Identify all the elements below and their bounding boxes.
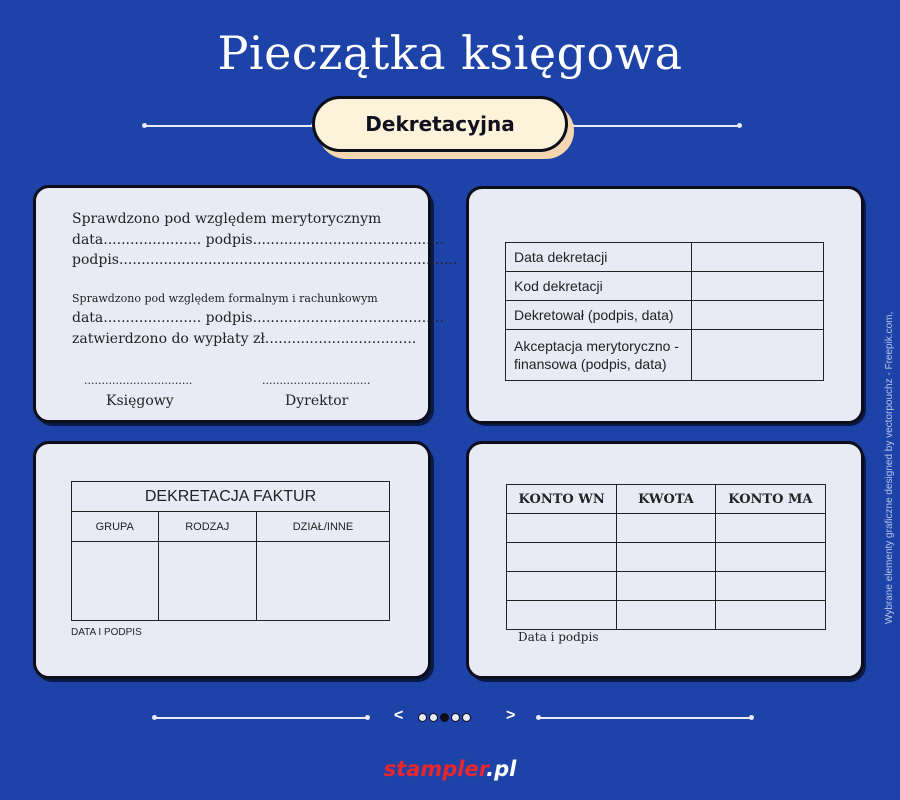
table-row xyxy=(507,601,826,630)
table-cell-empty xyxy=(256,542,389,621)
table-row xyxy=(506,243,824,272)
invoice-decree-table xyxy=(71,481,390,621)
stamp-card-invoice-decree xyxy=(33,441,431,679)
subtitle-divider-left xyxy=(145,125,313,127)
accounts-table xyxy=(506,484,826,630)
table-cell-empty xyxy=(72,542,159,621)
pagination-dot[interactable] xyxy=(429,713,438,722)
table-cell-empty xyxy=(715,601,825,630)
stamp-line: Sprawdzono pod względem formalnym i rachunkowym xyxy=(72,292,378,305)
pagination-dot[interactable] xyxy=(418,713,427,722)
column-header-type: RODZAJ xyxy=(158,512,256,542)
table-cell-empty xyxy=(692,243,824,272)
pagination-dot-active[interactable] xyxy=(440,713,449,722)
stamp-line: Sprawdzono pod względem merytorycznym xyxy=(72,211,382,227)
stamp-card-verification xyxy=(33,185,458,423)
signature-label-accountant: Księgowy xyxy=(106,393,174,409)
table-cell-label: Dekretował (podpis, data) xyxy=(506,301,692,330)
stamp-card-accounts xyxy=(466,441,864,679)
table-cell-empty xyxy=(617,514,715,543)
column-header-amount: KWOTA xyxy=(617,485,715,514)
table-cell-empty xyxy=(692,272,824,301)
chevron-right-icon[interactable]: > xyxy=(506,707,516,724)
table-cell-empty xyxy=(715,572,825,601)
date-signature-label: Data i podpis xyxy=(518,630,599,644)
stamp-line: zatwierdzono do wypłaty zł.................................. xyxy=(72,331,417,347)
table-row xyxy=(507,572,826,601)
table-cell-empty xyxy=(617,543,715,572)
brand-tld: .pl xyxy=(486,757,517,781)
table-cell-empty xyxy=(507,572,617,601)
brand-logo[interactable] xyxy=(0,757,900,781)
pagination-divider-right xyxy=(539,717,751,719)
table-cell-empty xyxy=(692,330,824,381)
table-row xyxy=(506,301,824,330)
table-row xyxy=(507,543,826,572)
subtitle-label: Dekretacyjna xyxy=(365,112,515,136)
column-header-debit: KONTO WN xyxy=(507,485,617,514)
pagination-dot[interactable] xyxy=(462,713,471,722)
date-signature-label: DATA I PODPIS xyxy=(71,627,142,638)
table-cell-label: Data dekretacji xyxy=(506,243,692,272)
signature-label-director: Dyrektor xyxy=(285,393,349,409)
column-header-group: GRUPA xyxy=(72,512,159,542)
stamp-card-decree-table xyxy=(466,186,864,424)
stamp-line: podpis............................................................................ xyxy=(72,252,458,268)
table-cell-empty xyxy=(617,572,715,601)
page-title: Pieczątka księgowa xyxy=(217,26,683,80)
table-cell-empty xyxy=(617,601,715,630)
table-cell-empty xyxy=(715,543,825,572)
column-header-credit: KONTO MA xyxy=(715,485,825,514)
brand-name: stampler xyxy=(383,757,487,781)
subtitle-divider-right xyxy=(572,125,739,127)
table-cell-empty xyxy=(507,514,617,543)
pagination-divider-left xyxy=(155,717,367,719)
column-header-department: DZIAŁ/INNE xyxy=(256,512,389,542)
table-row xyxy=(506,272,824,301)
table-row xyxy=(507,514,826,543)
pagination-dots xyxy=(418,713,471,722)
table-cell-empty xyxy=(507,543,617,572)
table-cell-label: Akceptacja merytoryczno - finansowa (podpis, data) xyxy=(506,330,692,381)
image-credit: Wybrane elementy graficzne designed by vectorpouchz - Freepik.com, xyxy=(884,311,895,624)
table-cell-empty xyxy=(692,301,824,330)
stamp-line: data...................... podpis........................................... xyxy=(72,310,444,326)
table-cell-label: Kod dekretacji xyxy=(506,272,692,301)
table-cell-empty xyxy=(158,542,256,621)
stamp-line: data...................... podpis........................................... xyxy=(72,232,444,248)
table-cell-empty xyxy=(715,514,825,543)
pagination-dot[interactable] xyxy=(451,713,460,722)
decree-table xyxy=(505,242,824,381)
table-header: DEKRETACJA FAKTUR xyxy=(72,482,390,512)
subtitle-pill xyxy=(312,96,568,152)
table-cell-empty xyxy=(507,601,617,630)
chevron-left-icon[interactable]: < xyxy=(394,707,404,724)
signature-line-director: ............................... xyxy=(262,374,371,387)
table-row xyxy=(506,330,824,381)
signature-line-accountant: ............................... xyxy=(84,374,193,387)
